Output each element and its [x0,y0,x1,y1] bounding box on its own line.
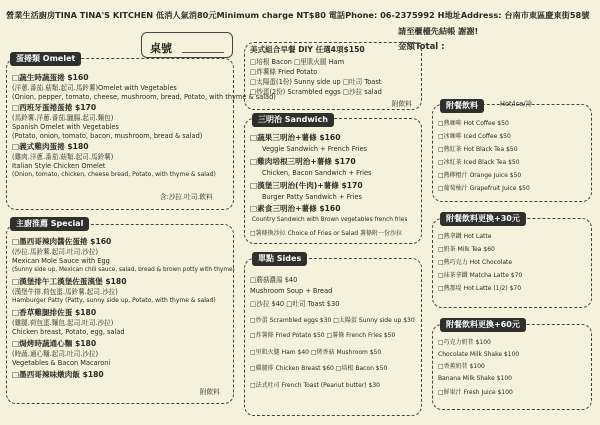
special-item-desc: Vegetables & Bacon Macaroni [12,359,111,367]
omelet-item-desc: Italian Style Chicken Omelet [12,162,106,170]
sides-item[interactable]: □雞腿排 Chicken Breast $60 □培根 Bacon $50 [250,365,388,372]
omelet-note: 含:沙拉.吐司.飲料 [160,193,213,201]
special-item-desc: (雞腿.荷包蛋.麵包.起司.吐司.沙拉) [12,319,114,327]
total-label: 金額Total : [398,42,445,52]
special-item-desc: Chicken breast, Potato, egg, salad [12,328,125,336]
drinks30-item[interactable]: □熱巧克力 Hot Chocolate [438,259,513,266]
sides-item[interactable]: □法式吐司 French Toast (Peanut butter) $30 [250,382,380,389]
drinks60-title: 附餐飲料更換+60元 [440,318,526,332]
sandwich-item[interactable]: □蔬果三明治+薯條 $160 [250,133,341,142]
diy-item[interactable]: □培根 Bacon □里肌火腿 Ham [250,58,345,66]
sides-item[interactable]: □里肌火腿 Ham $40 □烤香菇 Mushroom $50 [250,349,382,356]
sandwich-item[interactable]: □素食三明治+薯條 $160 [250,204,341,213]
diy-item[interactable]: □太陽蛋(1份) Sunny side up □吐司 Toast [250,78,382,86]
sides-item-desc: Mushroom Soup + Bread [250,287,333,295]
drinks30-title: 附餐飲料更換+30元 [440,212,526,226]
special-item-desc: (沙拉.馬鈴薯.起司.吐司.沙拉) [12,248,99,256]
special-item[interactable]: □香草雞腿排佐蛋 $180 [12,308,97,317]
sandwich-item-desc: Veggie Sandwich + French Fries [262,145,368,153]
sandwich-item-desc: Burger Patty Sandwich + Fries [262,193,362,201]
omelet-item[interactable]: □蔬生時蔬蛋捲 $160 [12,73,89,82]
omelet-item-desc: (Potato, onion, tomato, bacon, mushroom, bread & salad) [12,132,203,140]
sides-item[interactable]: □沙拉 $40 □吐司 Toast $30 [250,300,340,308]
sandwich-note[interactable]: □薯條換沙拉 Choice of Fries or Salad 薯條附一份沙拉 [250,230,402,237]
special-item[interactable]: □焗烤時蔬通心麵 $180 [12,339,97,348]
special-item[interactable]: □墨西哥辣味燉肉飯 $180 [12,370,104,379]
omelet-item[interactable]: □西班牙蛋捲蛋捲 $170 [12,103,97,112]
omelet-item-desc: (洋蔥.番茄.菇類.起司.馬鈴薯)Omelet with Vegetables [12,84,177,92]
drinks30-item[interactable]: □奶茶 Milk Tea $60 [438,246,495,253]
omelet-item[interactable]: □義式雞肉蛋捲 $180 [12,142,89,151]
drinks-item[interactable]: □冰紅茶 Iced Black Tea $50 [438,159,520,166]
table-number-line [182,52,224,53]
special-item-desc: Mexican Mole Sauce with Egg [12,257,110,265]
sandwich-item-desc: Chicken, Bacon Sandwich + Fries [262,169,372,177]
omelet-title: 蛋捲類 Omelet [10,52,81,66]
sides-item[interactable]: □炸薯條 Fried Potato $50 □薯條 French Fries $50 [250,332,396,339]
sides-title: 單點 Sides [252,252,307,266]
special-item-desc: (漢堡牛排.荷包蛋.馬鈴薯.起司.沙拉) [12,288,118,296]
special-item-desc: (Sunny side up, Mexican chili sauce, salad, bread & brown potty with thyme) [12,267,235,273]
omelet-item-desc: Spanish Omelet with Vegetables [12,123,119,131]
diy-note: 附飲料 [392,100,412,108]
sides-item[interactable]: □蘑菇濃湯 $40 [250,276,298,284]
drinks60-item[interactable]: □香蕉奶昔 $100 [438,363,485,370]
drinks-item[interactable]: □熱咖啡 Hot Coffee $50 [438,120,509,127]
drinks60-item-desc: Banana Milk Shake $100 [438,375,512,382]
sandwich-item[interactable]: □漢堡三明治(牛肉)+薯條 $170 [250,181,363,190]
special-note: 附飲料 [200,388,220,396]
special-item[interactable]: □漢堡排午工漢堡佐蛋漢堡 $180 [12,277,127,286]
sandwich-item-desc: Country Sandwich with Brown vegetables french fries [252,217,408,223]
drinks30-item[interactable]: □抹茶拿鐵 Matcha Latte $70 [438,272,523,279]
drinks60-item-desc: Chocolate Milk Shake $100 [438,351,520,358]
drinks30-item[interactable]: □熱那堤 Hot Latte (1/2) $70 [438,285,522,292]
omelet-item-desc: (馬鈴薯.洋蔥.番茄.臘腸.起司.麵包) [12,114,114,122]
omelet-item-desc: (Onion, tomato, chicken, cheese bread, Potato, with thyme & salad) [12,171,216,178]
table-number-box[interactable] [141,32,233,58]
drinks-note: Hot/ice/冷 [500,100,533,108]
omelet-item-desc: (Onion, pepper, tomato, cheese, mushroom, bread, Potato, with thyme & salad) [12,93,276,101]
drinks-title: 附餐飲料 [440,99,484,113]
header-line1: 營業生活廚房TINA TINA'S KITCHEN 低消人氣消80元Minimum charge NT$80 電話Phone: 06-2375992 H地址Address: 台南市東區慶東街58號 [6,10,590,20]
drinks-item[interactable]: □熱紅茶 Hot Black Tea $50 [438,146,518,153]
drinks-item[interactable]: □葡萄柚汁 Grapefruit Juice $50 [438,185,530,192]
table-number-label: 桌號 [150,42,172,55]
sandwich-item[interactable]: □雞肉培根三明治+薯條 $170 [250,157,356,166]
omelet-item-desc: (雞肉.洋蔥.番茄.菇類.起司.馬鈴薯) [12,153,114,161]
diy-title: 美式組合早餐 DIY 任選4項$150 [250,45,365,54]
special-item-desc: Hamburger Patty (Patty, sunny side up, Potato, with thyme & salad) [12,297,216,304]
special-title: 主廚推薦 Special [10,217,89,231]
special-item-desc: (時蔬.通心麵.起司.吐司.沙拉) [12,350,99,358]
drinks30-item[interactable]: □熱拿鐵 Hot Latte [438,233,492,240]
header-line2: 請至櫃檯先結帳 謝謝! [398,26,479,36]
drinks60-item[interactable]: □鮮果汁 Fresh Juice $100 [438,389,513,396]
diy-item[interactable]: □炸薯條 Fried Potato [250,68,318,76]
diy-item[interactable]: □炒蛋(2份) Scrambled eggs □沙拉 salad [250,88,382,96]
special-item[interactable]: □墨西哥辣肉醬佐蛋捲 $160 [12,237,112,246]
drinks60-item[interactable]: □巧克力奶昔 $100 [438,339,491,346]
drinks-item[interactable]: □冰咖啡 Iced Coffee $50 [438,133,511,140]
sides-item[interactable]: □炒蛋 Scrambled eggs $30 □太陽蛋 Sunny side up $30 [250,317,415,324]
sandwich-title: 三明治 Sandwich [252,113,334,127]
drinks-item[interactable]: □熱柳橙汁 Orange Juice $50 [438,172,522,179]
